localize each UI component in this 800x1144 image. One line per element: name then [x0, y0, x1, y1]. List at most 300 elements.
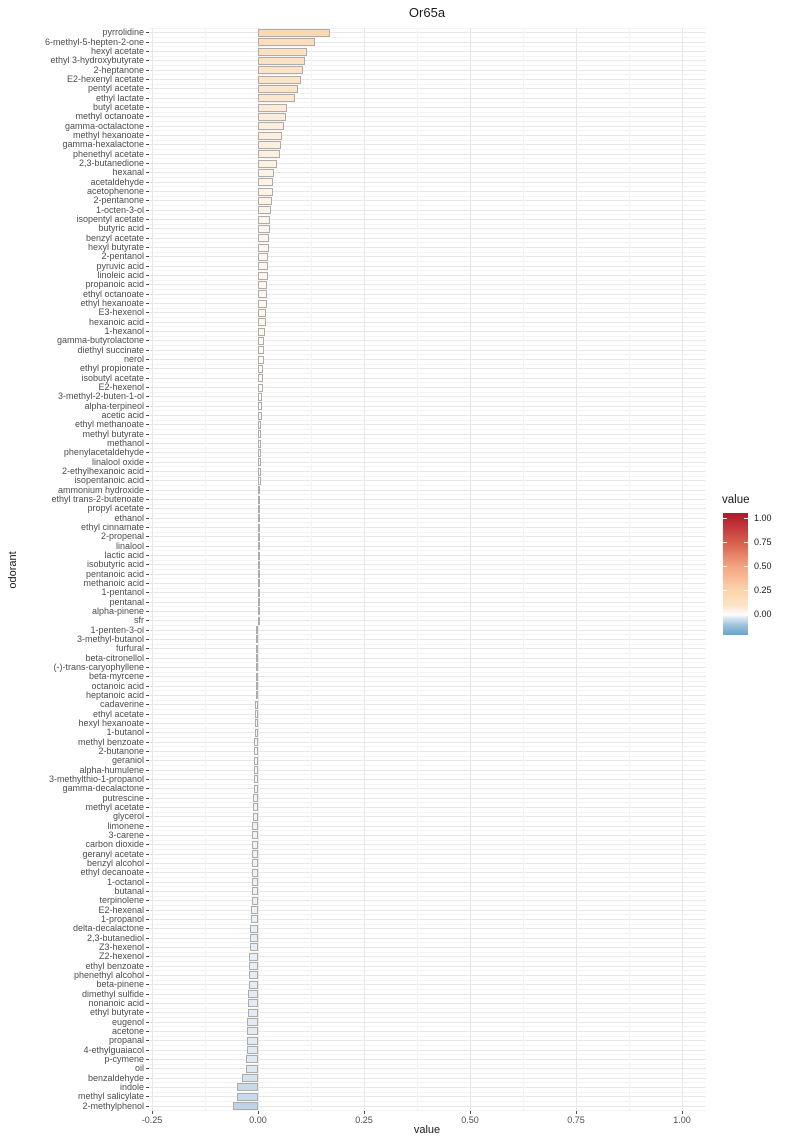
y-axis-label: (-)-trans-caryophyllene — [53, 661, 144, 672]
y-axis-tick — [146, 471, 149, 472]
y-axis-label: methyl hexanoate — [72, 130, 144, 141]
gridline-h-major — [149, 714, 707, 715]
bar — [252, 859, 258, 867]
y-axis-label: ethyl cinnamate — [80, 522, 144, 532]
y-axis-tick — [146, 760, 149, 761]
gridline-h-major — [149, 602, 707, 603]
y-axis-tick — [146, 667, 149, 668]
bar — [258, 496, 260, 504]
y-axis-tick — [146, 1087, 149, 1088]
gridline-h-major — [149, 1003, 707, 1004]
bar — [258, 337, 264, 345]
y-axis-label: 2,3-butanediol — [86, 932, 144, 943]
y-axis-tick — [146, 910, 149, 911]
y-axis-label: methyl acetate — [85, 801, 144, 812]
gridline-h-major — [149, 686, 707, 687]
y-axis-tick — [146, 648, 149, 649]
gridline-h-minor — [149, 905, 707, 906]
gridline-h-major — [149, 938, 707, 939]
legend-tick-label: 0.75 — [754, 537, 772, 548]
bar — [255, 710, 258, 718]
y-axis-tick — [146, 508, 149, 509]
bar — [254, 775, 258, 783]
bar — [247, 1037, 258, 1045]
y-axis-label: ethyl trans-2-butenoate — [51, 494, 144, 505]
gridline-h-major — [149, 807, 707, 808]
bar — [258, 617, 260, 625]
gridline-h-minor — [149, 112, 707, 113]
gridline-h-minor — [149, 970, 707, 971]
y-axis-label: ethyl butyrate — [89, 1007, 144, 1018]
y-axis-tick — [146, 966, 149, 967]
y-axis-tick — [146, 546, 149, 547]
gridline-h-minor — [149, 74, 707, 75]
bar — [252, 878, 258, 886]
bar — [258, 552, 260, 560]
gridline-v-minor — [311, 28, 312, 1110]
y-axis-tick — [146, 994, 149, 995]
gridline-h-major — [149, 1078, 707, 1079]
gridline-h-minor — [149, 784, 707, 785]
bar — [250, 934, 258, 942]
bar — [252, 850, 258, 858]
y-axis-label: isobutyl acetate — [81, 372, 144, 383]
y-axis-label: octanoic acid — [91, 680, 144, 691]
plot-panel — [149, 28, 707, 1110]
y-axis-label: gamma-decalactone — [62, 783, 144, 794]
bar — [258, 262, 268, 270]
gridline-h-major — [149, 854, 707, 855]
y-axis-label: acetaldehyde — [90, 176, 144, 187]
gridline-h-major — [149, 835, 707, 836]
y-axis-label: beta-myrcene — [88, 671, 144, 682]
bar — [258, 384, 263, 392]
gridline-h-major — [149, 172, 707, 173]
bar — [258, 561, 260, 569]
gridline-h-major — [149, 499, 707, 500]
gridline-h-minor — [149, 513, 707, 514]
y-axis-label: gamma-octalactone — [64, 120, 144, 131]
gridline-h-minor — [149, 746, 707, 747]
gridline-h-major — [149, 798, 707, 799]
bar — [237, 1083, 258, 1091]
gridline-h-minor — [149, 662, 707, 663]
y-axis-tick — [146, 312, 149, 313]
y-axis-tick — [146, 1068, 149, 1069]
gridline-h-major — [149, 368, 707, 369]
y-axis-label: hexanal — [112, 167, 144, 178]
gridline-h-major — [149, 583, 707, 584]
gridline-h-minor — [149, 382, 707, 383]
y-axis-tick — [146, 714, 149, 715]
gridline-h-major — [149, 331, 707, 332]
y-axis-label: E3-hexenol — [98, 307, 144, 318]
bar — [246, 1055, 258, 1063]
legend-tick-label: 1.00 — [754, 513, 772, 524]
gridline-h-minor — [149, 830, 707, 831]
y-axis-tick — [146, 583, 149, 584]
bar — [258, 309, 266, 317]
bar — [250, 925, 258, 933]
gridline-v-minor — [523, 28, 524, 1110]
gridline-h-major — [149, 182, 707, 183]
bar — [258, 290, 267, 298]
gridline-h-major — [149, 191, 707, 192]
x-axis-tick — [364, 1111, 365, 1114]
bar — [258, 486, 260, 494]
y-axis-label: glycerol — [112, 811, 144, 822]
gridline-h-minor — [149, 802, 707, 803]
y-axis-label: ammonium hydroxide — [57, 484, 144, 495]
legend-tick-mark — [744, 566, 748, 567]
y-axis-label: pyrrolidine — [102, 27, 144, 38]
bar — [258, 244, 269, 252]
y-axis-tick — [146, 135, 149, 136]
gridline-h-minor — [149, 214, 707, 215]
legend-tick-mark — [723, 614, 727, 615]
gridline-h-major — [149, 247, 707, 248]
y-axis-tick — [146, 863, 149, 864]
y-axis-label: linoleic acid — [97, 270, 144, 281]
y-axis-label: acetic acid — [101, 410, 144, 421]
x-axis-tick-label: 1.00 — [673, 1114, 691, 1125]
x-axis-tick-label: 0.00 — [249, 1114, 267, 1125]
y-axis-tick — [146, 975, 149, 976]
y-axis-label: ethanol — [114, 512, 144, 523]
bar — [253, 794, 258, 802]
gridline-h-minor — [149, 532, 707, 533]
gridline-h-minor — [149, 336, 707, 337]
gridline-h-major — [149, 667, 707, 668]
gridline-h-minor — [149, 942, 707, 943]
y-axis-tick — [146, 742, 149, 743]
y-axis-tick — [146, 303, 149, 304]
y-axis-tick — [146, 1003, 149, 1004]
y-axis-tick — [146, 751, 149, 752]
y-axis-tick — [146, 1040, 149, 1041]
gridline-h-minor — [149, 130, 707, 131]
y-axis-label: pentanoic acid — [85, 568, 144, 579]
y-axis-tick — [146, 88, 149, 89]
y-axis-label: phenylacetaldehyde — [63, 447, 144, 458]
bar — [255, 719, 258, 727]
legend-tick-label: 0.25 — [754, 585, 772, 596]
bar — [258, 328, 265, 336]
gridline-h-minor — [149, 1026, 707, 1027]
y-axis-label: ethyl 3-hydroxybutyrate — [50, 55, 144, 66]
y-axis-tick — [146, 788, 149, 789]
gridline-h-minor — [149, 896, 707, 897]
gridline-h-major — [149, 620, 707, 621]
gridline-h-major — [149, 322, 707, 323]
y-axis-tick — [146, 266, 149, 267]
bar — [254, 757, 258, 765]
y-axis-tick — [146, 891, 149, 892]
gridline-h-minor — [149, 541, 707, 542]
gridline-h-minor — [149, 177, 707, 178]
y-axis-label: 1-penten-3-ol — [90, 624, 144, 635]
bar — [258, 421, 261, 429]
y-axis-tick — [146, 228, 149, 229]
gridline-h-minor — [149, 774, 707, 775]
gridline-h-major — [149, 928, 707, 929]
y-axis-label: nerol — [123, 354, 144, 365]
gridline-h-major — [149, 527, 707, 528]
bar — [258, 178, 273, 186]
gridline-h-minor — [149, 46, 707, 47]
y-axis-label: phenethyl alcohol — [73, 969, 144, 980]
y-axis-label: furfural — [115, 643, 144, 654]
y-axis-tick — [146, 480, 149, 481]
y-axis-tick — [146, 919, 149, 920]
gridline-v-minor — [417, 28, 418, 1110]
gridline-h-minor — [149, 616, 707, 617]
gridline-h-major — [149, 154, 707, 155]
bar — [237, 1093, 258, 1101]
gridline-h-minor — [149, 261, 707, 262]
gridline-h-minor — [149, 840, 707, 841]
y-axis-label: methyl octanoate — [75, 111, 144, 122]
bar — [258, 150, 280, 158]
legend-tick-mark — [723, 542, 727, 543]
y-axis-label: dimethyl sulfide — [81, 988, 144, 999]
y-axis-tick — [146, 154, 149, 155]
legend-tick-label: 0.50 — [754, 561, 772, 572]
bar — [256, 673, 258, 681]
bar — [254, 785, 258, 793]
x-axis-tick — [682, 1111, 683, 1114]
gridline-h-minor — [149, 186, 707, 187]
gridline-h-major — [149, 508, 707, 509]
gridline-h-major — [149, 443, 707, 444]
bar — [258, 48, 307, 56]
bar — [258, 533, 260, 541]
y-axis-tick — [146, 200, 149, 201]
y-axis-tick — [146, 98, 149, 99]
gridline-h-major — [149, 350, 707, 351]
gridline-h-minor — [149, 793, 707, 794]
bar — [258, 440, 261, 448]
y-axis-label: isobutyric acid — [86, 559, 144, 570]
y-axis-label: hexyl acetate — [90, 46, 144, 57]
gridline-h-major — [149, 676, 707, 677]
gridline-h-major — [149, 779, 707, 780]
gridline-h-major — [149, 210, 707, 211]
y-axis-tick — [146, 387, 149, 388]
gridline-h-major — [149, 275, 707, 276]
bar — [258, 94, 295, 102]
gridline-h-minor — [149, 429, 707, 430]
y-axis-tick — [146, 835, 149, 836]
gridline-h-minor — [149, 728, 707, 729]
y-axis-label: nonanoic acid — [88, 997, 144, 1008]
y-axis-label: isopentanoic acid — [74, 475, 144, 486]
gridline-h-major — [149, 826, 707, 827]
gridline-h-major — [149, 919, 707, 920]
y-axis-tick — [146, 70, 149, 71]
x-axis-title: value — [413, 1124, 441, 1136]
y-axis-label: propyl acetate — [87, 503, 144, 514]
gridline-h-major — [149, 32, 707, 33]
y-axis-tick — [146, 676, 149, 677]
gridline-h-minor — [149, 1017, 707, 1018]
gridline-h-major — [149, 611, 707, 612]
gridline-h-minor — [149, 980, 707, 981]
gridline-h-major — [149, 312, 707, 313]
gridline-h-minor — [149, 653, 707, 654]
gridline-h-minor — [149, 149, 707, 150]
bar — [256, 663, 258, 671]
y-axis-label: 2-pentanol — [101, 251, 144, 262]
gridline-h-minor — [149, 242, 707, 243]
gridline-h-minor — [149, 858, 707, 859]
gridline-h-major — [149, 816, 707, 817]
bar — [248, 999, 258, 1007]
bar — [258, 76, 301, 84]
bar — [258, 514, 260, 522]
y-axis-label: terpinolene — [99, 895, 144, 906]
y-axis-tick — [146, 378, 149, 379]
bar — [258, 122, 284, 130]
gridline-h-major — [149, 434, 707, 435]
y-axis-label: alpha-terpineol — [84, 400, 144, 411]
gridline-h-minor — [149, 672, 707, 673]
bar — [247, 1046, 258, 1054]
gridline-h-minor — [149, 270, 707, 271]
y-axis-label: 2,3-butanedione — [78, 158, 144, 169]
y-axis-tick — [146, 872, 149, 873]
gridline-h-minor — [149, 476, 707, 477]
y-axis-label: 2-methylphenol — [82, 1100, 144, 1111]
gridline-h-major — [149, 882, 707, 883]
gridline-h-major — [149, 658, 707, 659]
y-axis-tick — [146, 396, 149, 397]
bar — [258, 318, 266, 326]
gridline-h-major — [149, 60, 707, 61]
gridline-h-minor — [149, 868, 707, 869]
gridline-h-minor — [149, 410, 707, 411]
y-axis-label: putrescine — [102, 792, 144, 803]
y-axis-tick — [146, 1050, 149, 1051]
gridline-h-minor — [149, 196, 707, 197]
bar — [258, 542, 260, 550]
gridline-h-minor — [149, 606, 707, 607]
gridline-h-minor — [149, 998, 707, 999]
legend-tick-label: 0.00 — [754, 609, 772, 620]
y-axis-tick — [146, 816, 149, 817]
gridline-h-major — [149, 947, 707, 948]
bar — [242, 1074, 258, 1082]
gridline-h-major — [149, 630, 707, 631]
gridline-h-minor — [149, 914, 707, 915]
bar — [258, 85, 298, 93]
gridline-v-major — [682, 28, 683, 1110]
bar — [258, 225, 270, 233]
y-axis-label: 3-methyl-2-buten-1-ol — [57, 391, 144, 402]
y-axis-label: 2-propenal — [100, 531, 144, 542]
bar — [258, 272, 268, 280]
y-axis-tick — [146, 424, 149, 425]
gridline-h-major — [149, 770, 707, 771]
gridline-h-major — [149, 462, 707, 463]
gridline-h-minor — [149, 56, 707, 57]
y-axis-tick — [146, 704, 149, 705]
y-axis-tick — [146, 172, 149, 173]
bar — [256, 691, 258, 699]
bar — [258, 346, 264, 354]
y-axis-label: ethyl methanoate — [74, 419, 144, 430]
gridline-h-minor — [149, 233, 707, 234]
y-axis-tick — [146, 462, 149, 463]
gridline-h-minor — [149, 578, 707, 579]
x-axis-tick — [258, 1111, 259, 1114]
y-axis-tick — [146, 900, 149, 901]
y-axis-label: methanol — [106, 438, 144, 449]
y-axis-tick — [146, 1022, 149, 1023]
x-axis-tick — [152, 1111, 153, 1114]
gridline-h-major — [149, 116, 707, 117]
gridline-h-major — [149, 1040, 707, 1041]
y-axis-label: lactic acid — [104, 550, 144, 560]
gridline-h-major — [149, 760, 707, 761]
y-axis-label: 1-octen-3-ol — [95, 204, 144, 215]
y-axis-label: 3-methyl-butanol — [76, 633, 144, 644]
gridline-h-minor — [149, 1064, 707, 1065]
bar — [258, 505, 260, 513]
legend-tick-mark — [744, 590, 748, 591]
gridline-h-minor — [149, 812, 707, 813]
bar — [258, 38, 315, 46]
bar — [258, 197, 272, 205]
bar — [258, 57, 305, 65]
x-axis-tick — [576, 1111, 577, 1114]
y-axis-tick — [146, 630, 149, 631]
y-axis-label: diethyl succinate — [77, 344, 144, 355]
gridline-h-major — [149, 788, 707, 789]
gridline-h-minor — [149, 550, 707, 551]
bar — [249, 962, 258, 970]
bar — [256, 654, 258, 662]
bar — [258, 132, 282, 140]
bar — [258, 169, 274, 177]
gridline-h-minor — [149, 560, 707, 561]
y-axis-label: butanal — [114, 885, 144, 896]
bar — [258, 393, 262, 401]
bar — [249, 981, 258, 989]
bar — [258, 524, 260, 532]
gridline-h-major — [149, 994, 707, 995]
y-axis-tick — [146, 854, 149, 855]
gridline-h-major — [149, 98, 707, 99]
y-axis-label: phenethyl acetate — [72, 148, 144, 159]
gridline-h-minor — [149, 933, 707, 934]
y-axis-label: Z3-hexenol — [98, 941, 144, 952]
y-axis-tick — [146, 882, 149, 883]
gridline-h-minor — [149, 522, 707, 523]
gridline-h-minor — [149, 373, 707, 374]
gridline-h-major — [149, 107, 707, 108]
y-axis-label: heptanoic acid — [85, 689, 144, 700]
gridline-h-major — [149, 910, 707, 911]
gridline-h-major — [149, 648, 707, 649]
gridline-h-major — [149, 639, 707, 640]
legend-tick-mark — [723, 566, 727, 567]
y-axis-label: ethyl acetate — [92, 708, 144, 719]
gridline-h-minor — [149, 681, 707, 682]
y-axis-tick — [146, 452, 149, 453]
gridline-h-minor — [149, 952, 707, 953]
y-axis-tick — [146, 639, 149, 640]
